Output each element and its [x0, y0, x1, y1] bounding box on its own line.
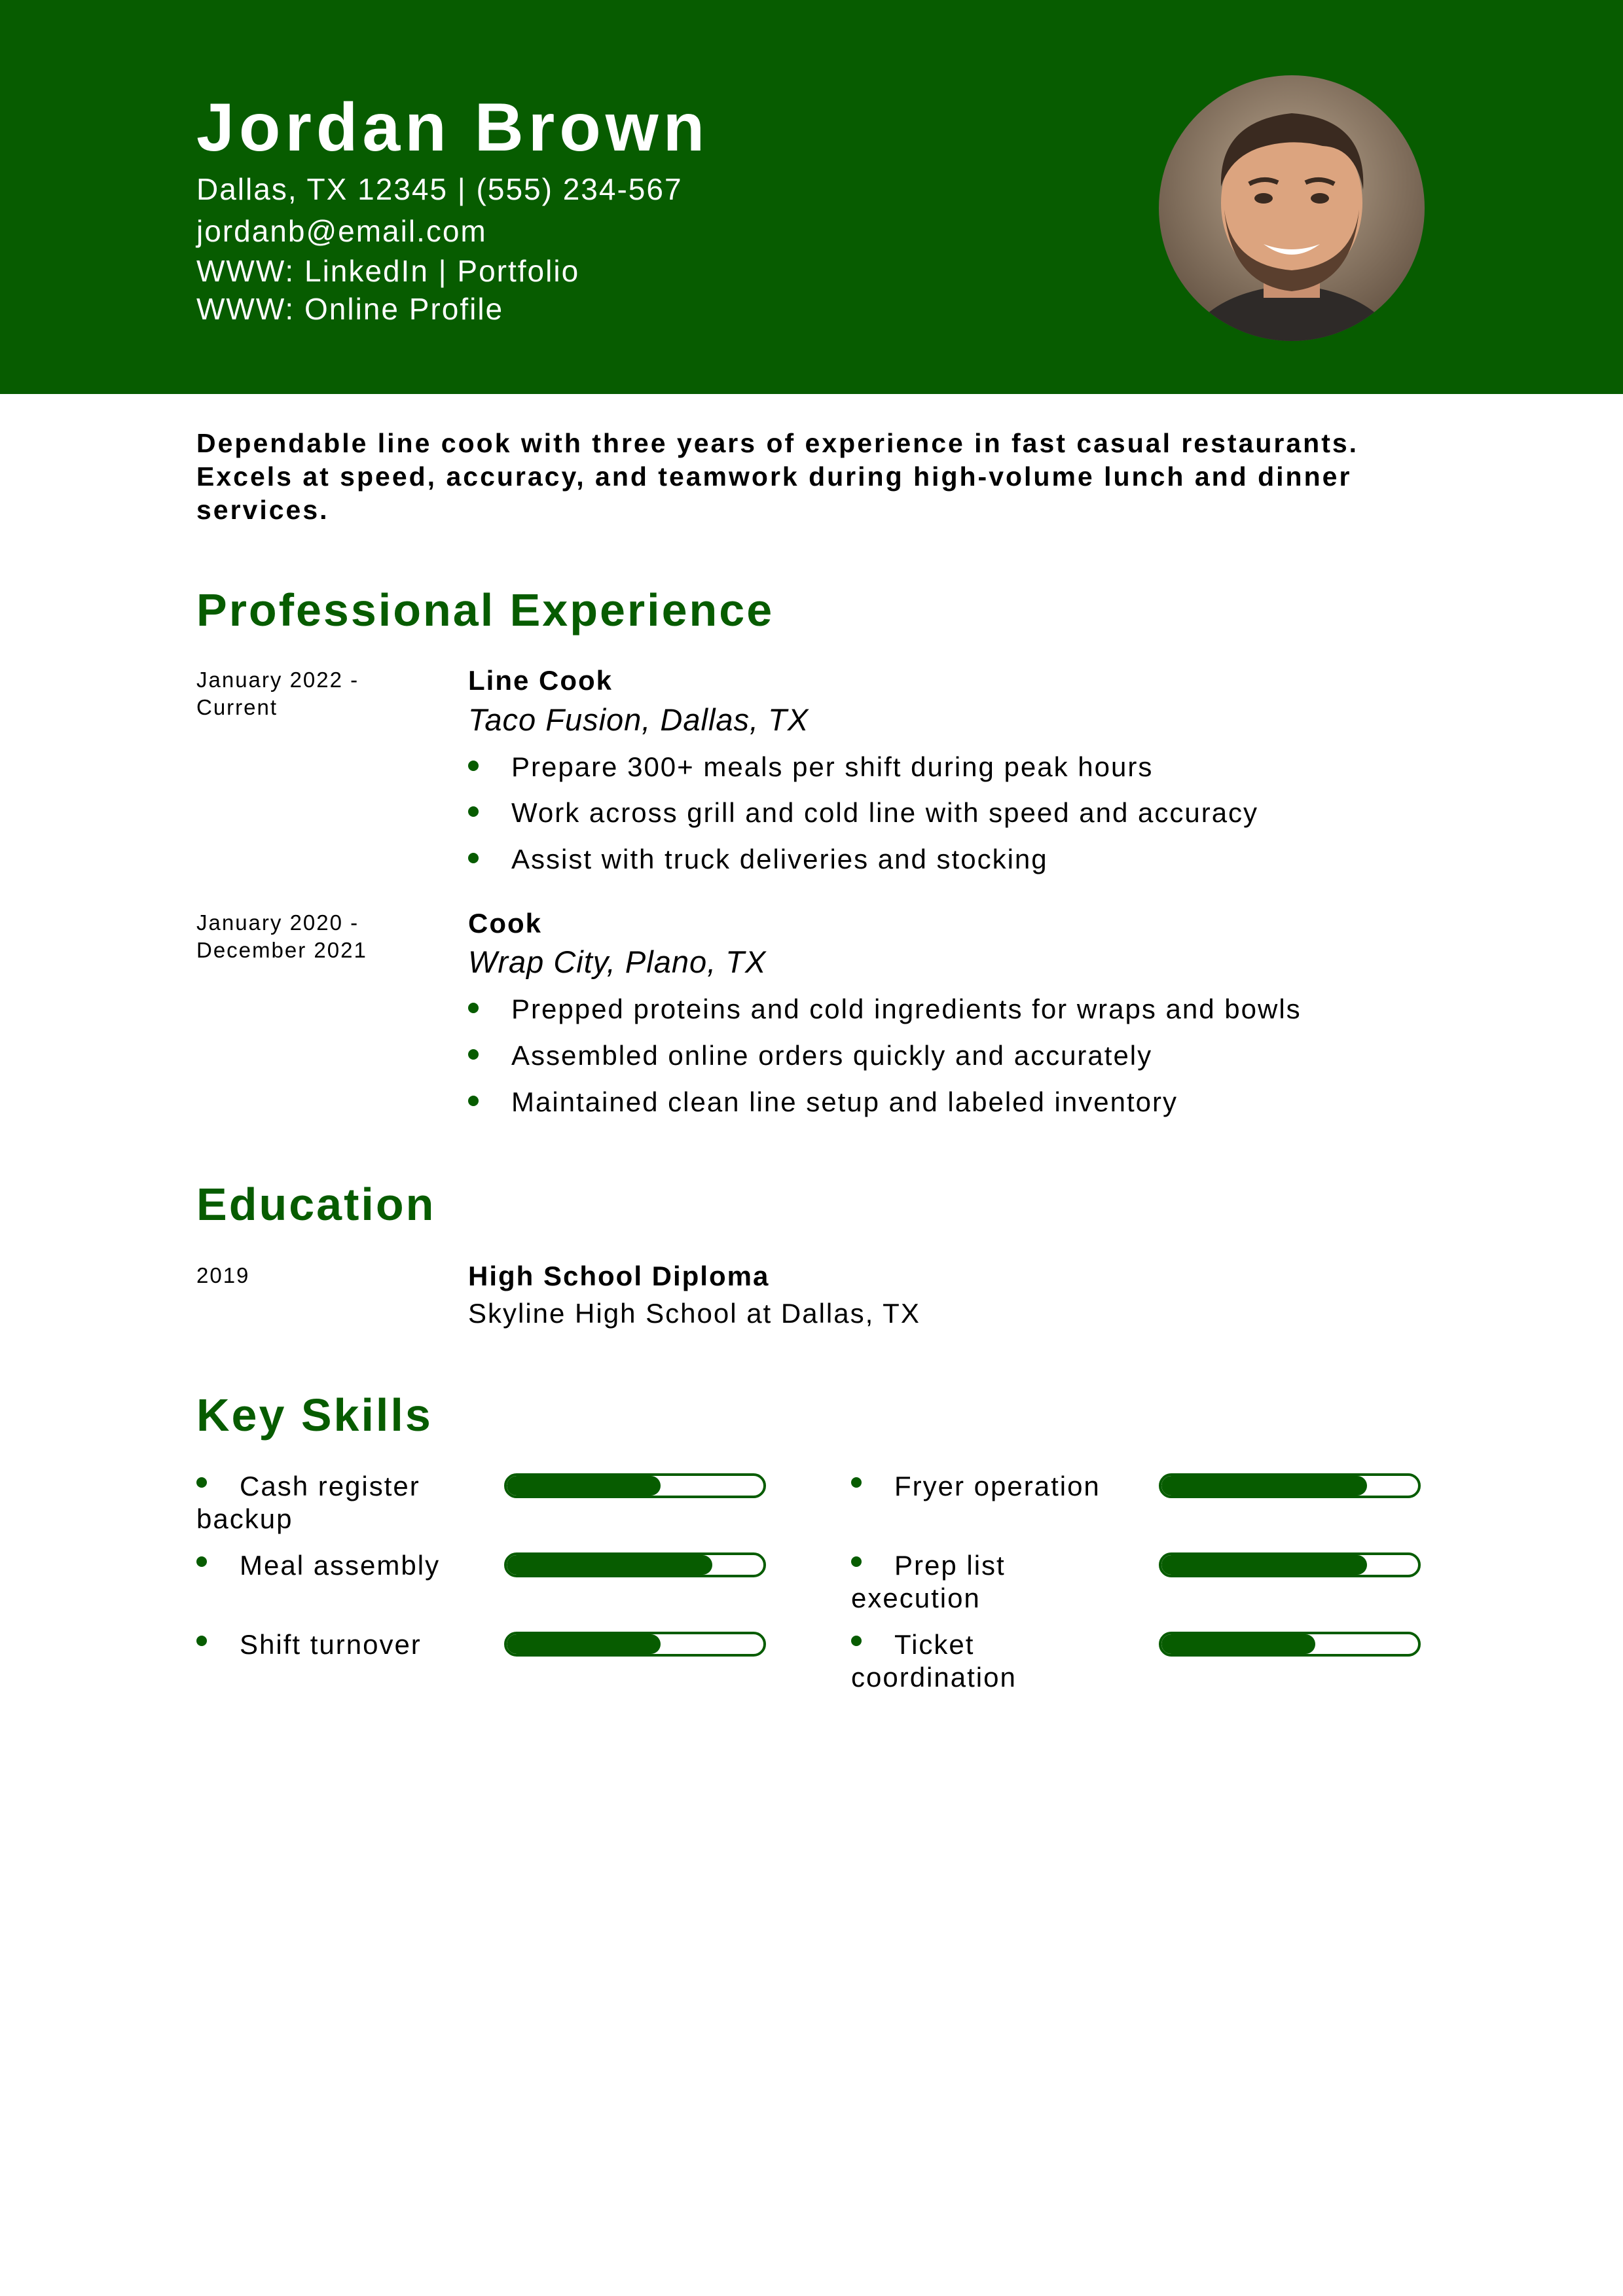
job-company: Wrap City, Plano, TX: [468, 944, 767, 979]
bullet-icon: [196, 1636, 207, 1646]
skill-meter-fill: [1161, 1476, 1367, 1496]
skill-meter: [1159, 1473, 1421, 1498]
candidate-name: Jordan Brown: [196, 90, 710, 166]
bullet-icon: [468, 853, 479, 863]
bullet-icon: [468, 806, 479, 817]
skill-meter: [504, 1473, 766, 1498]
skill-meter-fill: [1161, 1555, 1367, 1575]
bullet-icon: [468, 1049, 479, 1060]
bullet-icon: [196, 1556, 207, 1567]
contact-online-profile: WWW: Online Profile: [196, 292, 504, 326]
header-banner: [0, 0, 1623, 394]
skill-meter-fill: [507, 1476, 661, 1496]
professional-summary: Dependable line cook with three years of experience in fast casual restaurants. Excels at speed, accuracy, and teamwork during high-volume lunch and dinner services.: [196, 428, 1359, 525]
skill-meter-fill: [507, 1634, 661, 1654]
skill-label: Prep list execution: [851, 1550, 1006, 1613]
job-company: Taco Fusion, Dallas, TX: [468, 702, 809, 737]
skill-meter-fill: [507, 1555, 712, 1575]
contact-address-phone: Dallas, TX 12345 | (555) 234-567: [196, 172, 683, 206]
contact-links: WWW: LinkedIn | Portfolio: [196, 254, 580, 288]
job-dates: January 2022 - Current: [196, 668, 359, 719]
bullet-icon: [851, 1636, 862, 1646]
skill-meter: [1159, 1552, 1421, 1577]
job-title: Line Cook: [468, 665, 613, 696]
skill-label: Ticket coordination: [851, 1629, 1017, 1693]
education-degree: High School Diploma: [468, 1261, 770, 1291]
bullet-icon: [468, 1003, 479, 1013]
skill-label: Shift turnover: [196, 1628, 458, 1661]
skill-label: Meal assembly: [196, 1549, 458, 1582]
skill-meter: [1159, 1632, 1421, 1657]
profile-photo: [1159, 75, 1425, 341]
education-school: Skyline High School at Dallas, TX: [468, 1298, 921, 1329]
bullet-icon: [851, 1477, 862, 1488]
education-heading: Education: [196, 1179, 436, 1230]
bullet-icon: [851, 1556, 862, 1567]
skill-label: Cash register backup: [196, 1471, 420, 1534]
education-year: 2019: [196, 1263, 250, 1287]
bullet-icon: [468, 761, 479, 771]
skill-meter-fill: [1161, 1634, 1315, 1654]
skills-heading: Key Skills: [196, 1390, 433, 1441]
bullet-icon: [196, 1477, 207, 1488]
skill-meter: [504, 1632, 766, 1657]
contact-email: jordanb@email.com: [196, 214, 487, 248]
job-dates: January 2020 - December 2021: [196, 910, 367, 962]
skill-label: Fryer operation: [851, 1470, 1113, 1503]
skill-meter: [504, 1552, 766, 1577]
bullet-icon: [468, 1096, 479, 1106]
experience-heading: Professional Experience: [196, 584, 775, 636]
job-title: Cook: [468, 908, 542, 939]
